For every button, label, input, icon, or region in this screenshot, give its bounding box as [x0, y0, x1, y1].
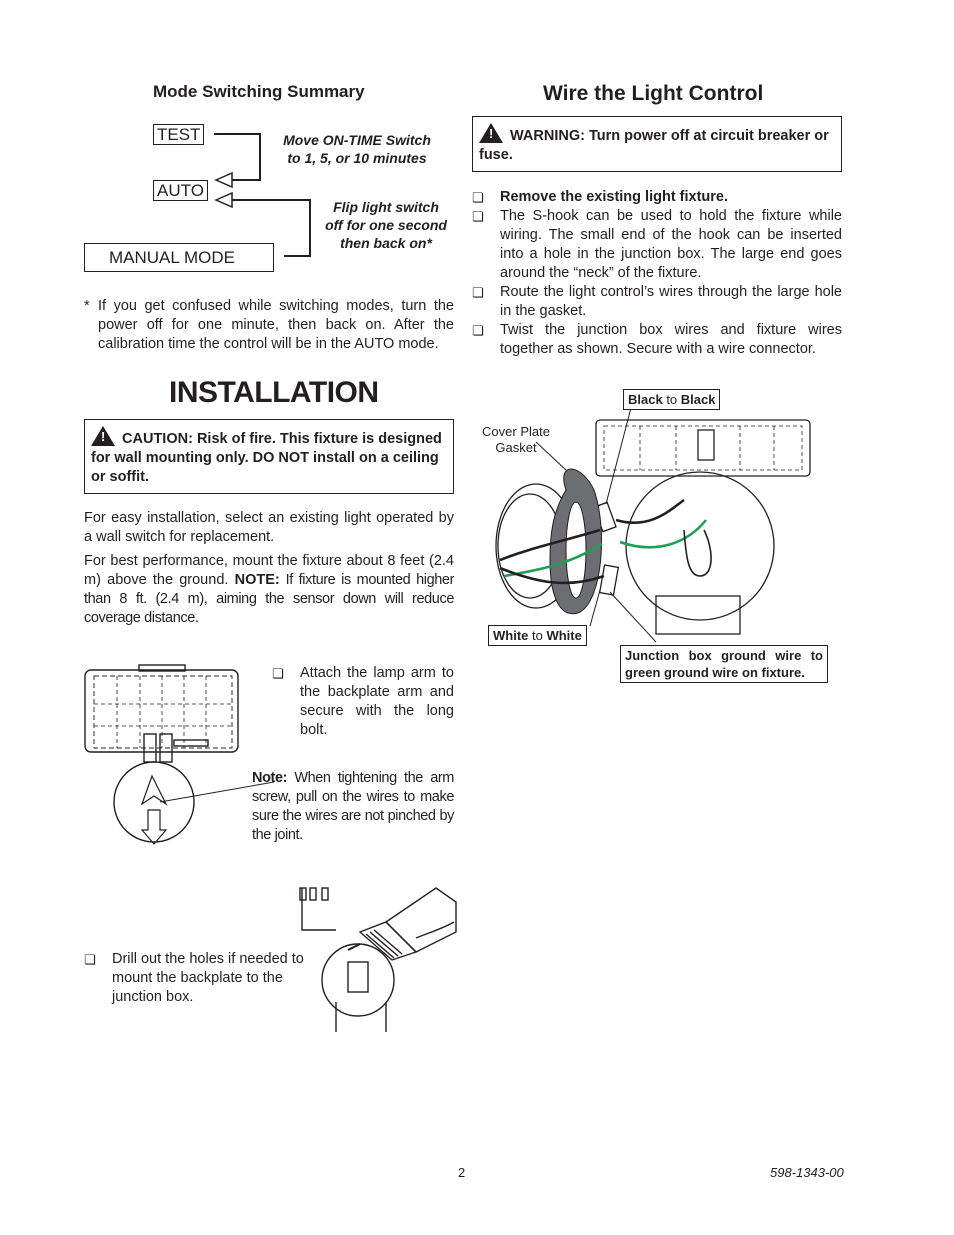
callout-white-a: White — [493, 628, 529, 643]
arm-note — [252, 769, 454, 845]
drill-step: ❏ Drill out the holes if needed to mount the backplate to the junction box. — [84, 950, 310, 1007]
wire-step-1: ❏ Remove the existing light fixture. — [472, 188, 842, 207]
wire-step-4: ❏ Twist the junction box wires and fixture wires together as shown. Secure with a wire connector. — [472, 321, 842, 359]
mode-note-bottom-line1: Flip light switch — [333, 199, 439, 215]
mode-footnote — [84, 297, 454, 354]
attach-step: ❏ Attach the lamp arm to the backplate arm and secure with the long bolt. — [272, 664, 454, 740]
callout-white-b: White — [546, 628, 582, 643]
arm-note-label: Note: — [252, 770, 288, 786]
footnote-text: If you get confused while switching modes, turn the power off for one minute, then back on. After the calibration time the control will be in the AUTO mode. — [98, 298, 454, 352]
callout-white-to-white — [488, 625, 587, 646]
drill-illustration — [296, 882, 458, 1034]
drill-step-list — [84, 950, 310, 1007]
document-number: 598-1343-00 — [770, 1165, 844, 1180]
page-number: 2 — [458, 1165, 466, 1180]
wiring-diagram — [470, 380, 842, 660]
callout-black-a: Black — [628, 392, 663, 407]
label-cover-plate: Cover Plate — [482, 424, 550, 439]
wire-step-2: ❏ The S-hook can be used to hold the fixture while wiring. The small end of the hook can be inserted into a hole in the junction box. The large end goes around the “neck” of the fixture. — [472, 207, 842, 283]
label-cover-plate-gasket — [476, 424, 556, 456]
install-para-2-note-label: NOTE: — [234, 572, 280, 588]
callout-ground-wire: Junction box ground wire to green ground wire on fixture. — [620, 645, 828, 683]
label-gasket: Gasket — [495, 440, 537, 455]
caution-box — [84, 419, 454, 494]
manual-mode-box: MANUAL MODE — [84, 243, 274, 272]
mode-summary-heading: Mode Switching Summary — [153, 82, 365, 101]
mode-note-bottom-line3: then back on* — [340, 235, 432, 251]
installation-heading: INSTALLATION — [169, 376, 379, 409]
install-para-1: For easy installation, select an existing light operated by a wall switch for replacement. — [84, 510, 454, 545]
callout-black-to: to — [662, 392, 681, 407]
mode-note-top-line2: to 1, 5, or 10 minutes — [287, 150, 427, 166]
install-para-2 — [84, 552, 454, 628]
auto-mode-box: AUTO — [153, 180, 208, 201]
arrow-head-auto-2 — [216, 193, 232, 207]
mode-note-top — [262, 131, 452, 167]
attach-step-list — [272, 664, 454, 740]
wire-steps-list — [472, 188, 842, 359]
wire-section-heading: Wire the Light Control — [543, 82, 764, 105]
warning-icon: ! — [479, 123, 503, 143]
callout-black-b: Black — [680, 392, 716, 407]
caution-text: CAUTION: Risk of fire. This fixture is designed for wall mounting only. DO NOT install on a ceiling or soffit. — [91, 431, 442, 485]
callout-black-to-black — [623, 389, 720, 410]
arm-note-text: When tightening the arm screw, pull on the wires to make sure the wires are not pinched by the joint. — [252, 770, 454, 843]
mode-note-bottom-line2: off for one second — [325, 217, 447, 233]
install-para-2-lead: For best performance, mount the fixture about 8 feet (2.4 m) above the ground. — [84, 553, 454, 588]
mode-note-bottom — [306, 198, 466, 252]
wire-step-3: ❏ Route the light control’s wires through the large hole in the gasket. — [472, 283, 842, 321]
wire-warning-box — [472, 116, 842, 172]
install-para-2-rest: If fixture is mounted higher than 8 ft. (2.4 m), aiming the sensor down will reduce coverage distance. — [84, 572, 454, 626]
test-mode-box: TEST — [153, 124, 204, 145]
wire-warning-text: WARNING: Turn power off at circuit breaker or fuse. — [479, 128, 829, 163]
mode-note-top-line1: Move ON-TIME Switch — [283, 132, 431, 148]
callout-white-to: to — [528, 628, 547, 643]
arrow-head-auto — [216, 173, 232, 187]
caution-icon: ! — [91, 426, 115, 446]
footnote-marker: * — [84, 298, 90, 314]
